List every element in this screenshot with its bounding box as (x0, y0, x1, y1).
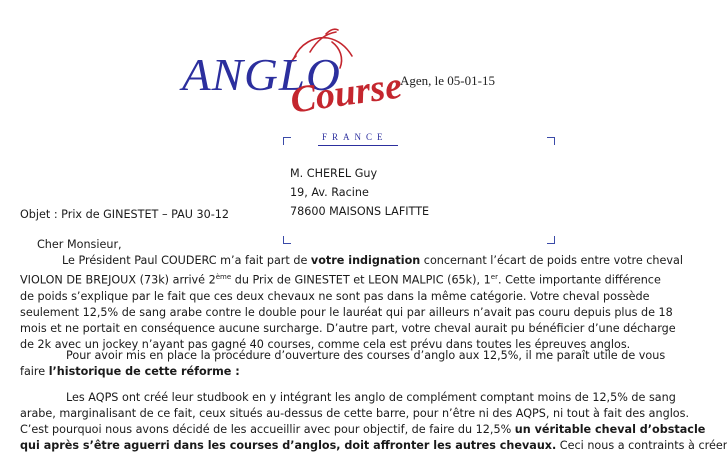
letter-salutation: Cher Monsieur, (37, 238, 122, 251)
logo-word-france: FRANCE (322, 132, 388, 142)
address-corner-mark (283, 236, 291, 244)
bold-segment: un véritable cheval d’obstacle (514, 423, 706, 436)
text-line (20, 422, 727, 438)
text-segment: concernant l’écart de poids entre votre cheval (420, 254, 683, 267)
text-segment: VIOLON DE BREJOUX (73k) arrivé 2 (20, 273, 216, 287)
text-segment: C’est pourquoi nous avons décidé de les accueillir avec pour objectif, de faire du 12,5% (20, 423, 515, 436)
anglo-course-logo (176, 28, 406, 142)
text-segment: Ceci nous a contraints à créer (556, 439, 727, 452)
address-corner-mark (283, 137, 291, 145)
letter-date: Agen, le 05-01-15 (400, 73, 495, 88)
recipient-city: 78600 MAISONS LAFITTE (290, 205, 430, 218)
logo-underline (318, 145, 398, 146)
text-line: de 2k avec un jockey n’ayant pas gagné 40 courses, comme cela est prévu dans toutes les épreuves anglos. (20, 337, 631, 351)
bold-segment: qui après s’être aguerri dans les courses d’anglos, doit affronter les autres chevaux. (20, 439, 557, 452)
bold-segment: votre indignation (310, 254, 421, 267)
superscript: er (490, 273, 498, 281)
recipient-name: M. CHEREL Guy (290, 167, 378, 180)
recipient-street: 19, Av. Racine (290, 186, 369, 199)
paragraph-3 (20, 390, 727, 454)
text-segment: Le Président Paul COUDERC m’a fait part de (62, 254, 311, 267)
text-line: seulement 12,5% de sang arabe contre le double pour le lauréat qui par ailleurs n’avait pas couru depuis plus de 18 (20, 305, 673, 319)
address-corner-mark (547, 137, 555, 145)
superscript: ème (215, 273, 232, 281)
paragraph-1 (20, 253, 683, 353)
text-segment: . Cette importante différence (497, 273, 661, 287)
logo-word-anglo: ANGLO (182, 49, 341, 100)
text-line (20, 253, 683, 269)
text-line: arabe, marginalisant de ce fait, ceux situés au-dessus de cette barre, pour n’être ni des AQPS, ni tout à fait des anglos. (20, 407, 690, 420)
text-segment: faire (20, 365, 49, 378)
recipient-address (290, 164, 429, 221)
text-line: de poids s’explique par le fait que ces deux chevaux ne sont pas dans la même catégorie. Votre cheval possède (20, 289, 650, 303)
text-line (20, 364, 665, 380)
address-corner-mark (547, 236, 555, 244)
letter-subject: Objet : Prix de GINESTET – PAU 30-12 (20, 208, 230, 221)
logo-word-course: Course (287, 64, 405, 122)
text-line (20, 269, 683, 289)
text-line: Pour avoir mis en place la procédure d’ouverture des courses d’anglo aux 12,5%, il me paraît utile de vous (66, 349, 666, 362)
text-line: Les AQPS ont créé leur studbook en y intégrant les anglo de complément comptant moins de 12,5% de sang (66, 391, 676, 404)
bold-segment: l’historique de cette réforme : (48, 365, 240, 378)
paragraph-2 (20, 348, 665, 380)
text-line: mois et ne portait en conséquence aucune surcharge. D’autre part, votre cheval aurait pu bénéficier d’une décharge (20, 321, 676, 335)
text-line (20, 438, 727, 454)
text-segment: du Prix de GINESTET et LEON MALPIC (65k), 1 (231, 273, 491, 287)
